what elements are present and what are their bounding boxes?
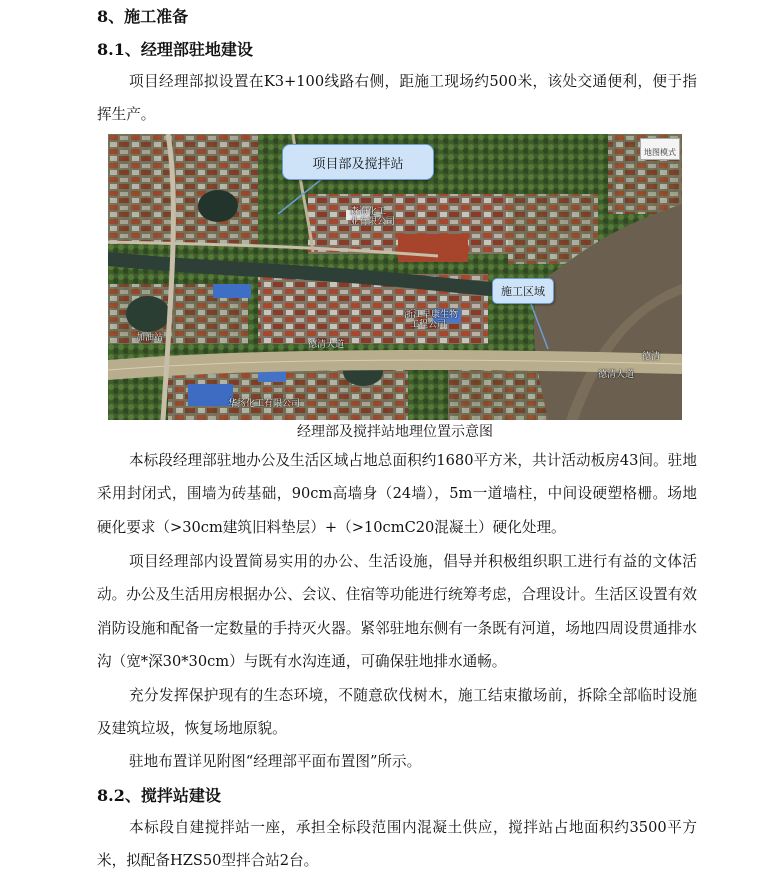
location-satellite-map bbox=[108, 134, 682, 420]
map-label-company-1b: 业有限公司 bbox=[350, 217, 396, 227]
map-label-place-1: 加油站 bbox=[136, 333, 164, 343]
map-label-company-2: 浙江早康生物 bbox=[404, 310, 459, 320]
map-label-road-3: 德清 bbox=[642, 352, 661, 362]
section-heading-8: 8、施工准备 bbox=[97, 7, 189, 26]
map-mode-button[interactable]: 地图模式 bbox=[640, 138, 680, 160]
paragraph-office-area: 本标段经理部驻地办公及生活区域占地总面积约1680平方米，共计活动板房43间。驻地采用封闭式，围墙为砖基础，90cm高墙身（24墙），5m一道墙柱，中间设硬塑格栅。场地硬化要求（>30cm建筑旧料垫层）+（>10cmC20混凝土）硬化处理。 bbox=[97, 452, 697, 536]
paragraph-facilities: 项目经理部内设置简易实用的办公、生活设施，倡导并积极组织职工进行有益的文体活动。办公及生活用房根据办公、会议、住宿等功能进行统筹考虑，合理设计。生活区设置有效消防设施和配备一定数量的手持灭火器。紧邻驻地东侧有一条既有河道，场地四周设贯通排水沟（宽*深30*30cm）与既有水沟连通，可确保驻地排水通畅。 bbox=[97, 553, 697, 671]
map-label-road-1: 德清大道 bbox=[308, 340, 345, 350]
section-heading-8-1: 8.1、经理部驻地建设 bbox=[97, 40, 253, 59]
map-label-road-2: 德清大道 bbox=[598, 370, 635, 380]
callout-project-office: 项目部及搅拌站 bbox=[282, 144, 434, 180]
paragraph-location: 项目经理部拟设置在K3+100线路右侧，距施工现场约500米，该处交通便利，便于指挥生产。 bbox=[97, 73, 697, 124]
paragraph-mixing-station: 本标段自建搅拌站一座，承担全标段范围内混凝土供应，搅拌站占地面积约3500平方米，拟配备HZS50型拌合站2台。 bbox=[97, 819, 697, 870]
section-heading-8-2: 8.2、搅拌站建设 bbox=[97, 786, 221, 805]
callout-construction-area: 施工区域 bbox=[492, 278, 554, 304]
map-caption: 经理部及搅拌站地理位置示意图 bbox=[297, 424, 493, 440]
map-label-company-3: 华扬化工有限公司 bbox=[228, 399, 301, 409]
paragraph-layout-ref: 驻地布置详见附图“经理部平面布置图”所示。 bbox=[129, 753, 422, 770]
map-label-company-1: 森海化工 bbox=[350, 207, 387, 217]
map-label-company-2b: 工程公司 bbox=[410, 320, 447, 330]
paragraph-environment: 充分发挥保护现有的生态环境，不随意砍伐树木，施工结束撤场前，拆除全部临时设施及建筑垃圾，恢复场地原貌。 bbox=[97, 687, 697, 738]
